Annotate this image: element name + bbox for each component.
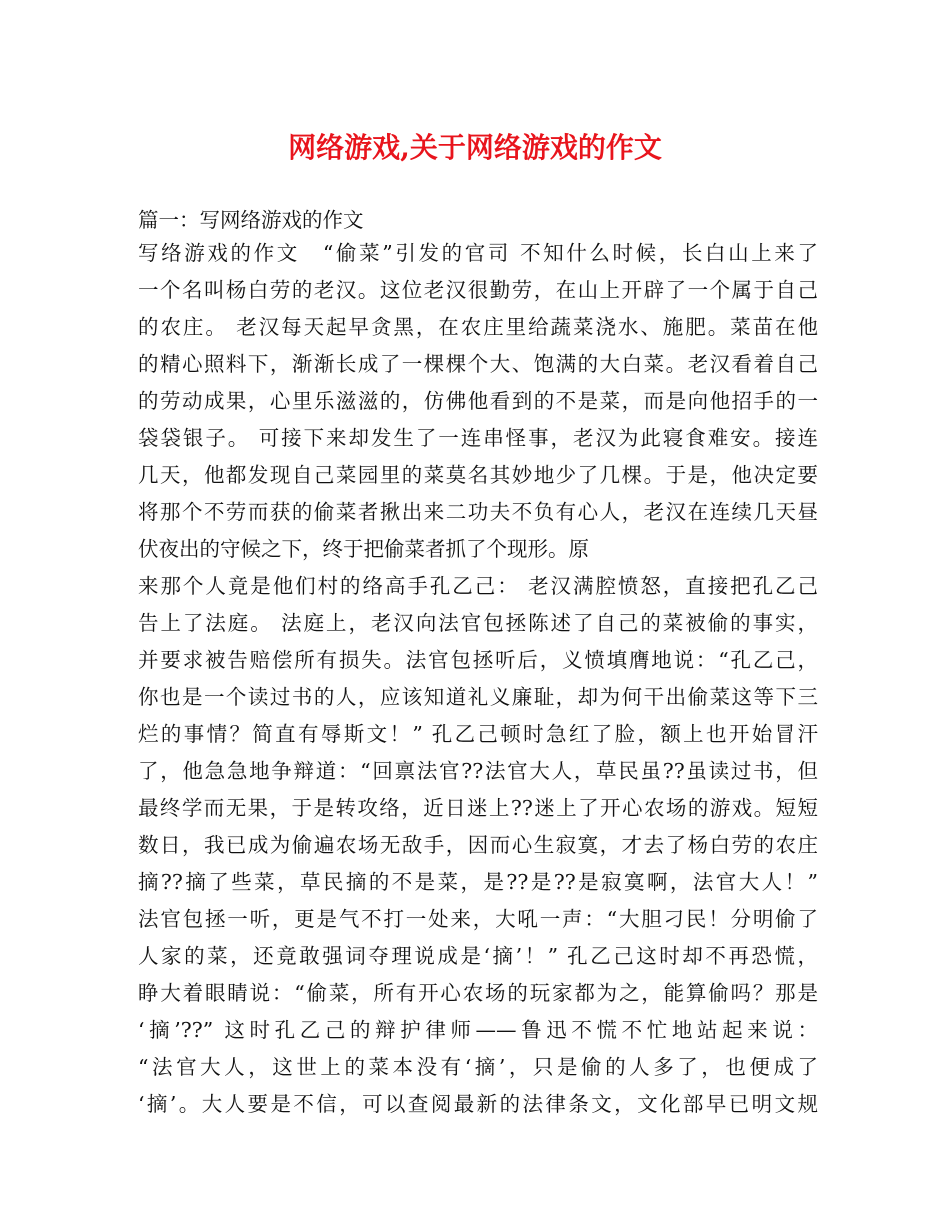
- text-line: 了，他急急地争辩道：“回禀法官??法官大人，草民虽??虽读过书，但: [138, 759, 818, 783]
- text-line: 摘??摘了些菜，草民摘的不是菜，是??是??是寂寞啊，法官大人！”: [138, 870, 818, 894]
- document-title: 网络游戏,关于网络游戏的作文: [288, 131, 662, 164]
- text-line: 一个名叫杨白劳的老汉。这位老汉很勤劳，在山上开辟了一个属于自己: [138, 278, 818, 302]
- text-line: 最终学而无果，于是转攻络，近日迷上??迷上了开心农场的游戏。短短: [138, 796, 818, 820]
- text-line: 的精心照料下，渐渐长成了一棵棵个大、饱满的大白菜。老汉看着自己: [138, 352, 818, 376]
- text-line: 来那个人竟是他们村的络高手孔乙己： 老汉满腔愤怒，直接把孔乙己: [138, 574, 818, 598]
- text-line: 伏夜出的守候之下，终于把偷菜者抓了个现形。原: [138, 537, 589, 561]
- text-line: 数日，我已成为偷遍农场无敌手，因而心生寂寞，才去了杨白劳的农庄: [138, 833, 818, 857]
- section-heading: 篇一：写网络游戏的作文: [138, 208, 364, 232]
- text-line: 人家的菜，还竟敢强词夺理说成是‘摘’！” 孔乙己这时却不再恐慌，: [138, 944, 818, 968]
- text-line: 法官包拯一听，更是气不打一处来，大吼一声：“大胆刁民！分明偷了: [138, 907, 818, 931]
- text-line: 写络游戏的作文 “偷菜”引发的官司 不知什么时候，长白山上来了: [138, 241, 818, 265]
- text-line: 睁大着眼睛说：“偷菜，所有开心农场的玩家都为之，能算偷吗？那是: [138, 981, 818, 1005]
- text-line: ‘摘’??” 这时孔乙己的辩护律师——鲁迅不慌不忙地站起来说：: [138, 1018, 818, 1042]
- text-line: “法官大人，这世上的菜本没有‘摘’，只是偷的人多了，也便成了: [138, 1055, 818, 1079]
- text-line: 袋袋银子。 可接下来却发生了一连串怪事，老汉为此寝食难安。接连: [138, 426, 818, 450]
- text-line: ‘摘’。大人要是不信，可以查阅最新的法律条文，文化部早已明文规: [138, 1092, 818, 1116]
- text-line: 烂的事情？简直有辱斯文！” 孔乙己顿时急红了脸，额上也开始冒汗: [138, 722, 818, 746]
- text-line: 告上了法庭。 法庭上，老汉向法官包拯陈述了自己的菜被偷的事实，: [138, 611, 818, 635]
- document-body: [138, 205, 818, 1123]
- text-line: 将那个不劳而获的偷菜者揪出来二功夫不负有心人，老汉在连续几天昼: [138, 500, 818, 524]
- text-line: 并要求被告赔偿所有损失。法官包拯听后，义愤填膺地说：“孔乙己，: [138, 648, 818, 672]
- text-line: 几天，他都发现自己菜园里的菜莫名其妙地少了几棵。于是，他决定要: [138, 463, 818, 487]
- text-line: 你也是一个读过书的人，应该知道礼义廉耻，却为何干出偷菜这等下三: [138, 685, 818, 709]
- text-line: 的农庄。 老汉每天起早贪黑，在农庄里给蔬菜浇水、施肥。菜苗在他: [138, 315, 818, 339]
- text-line: 的劳动成果，心里乐滋滋的，仿佛他看到的不是菜，而是向他招手的一: [138, 389, 818, 413]
